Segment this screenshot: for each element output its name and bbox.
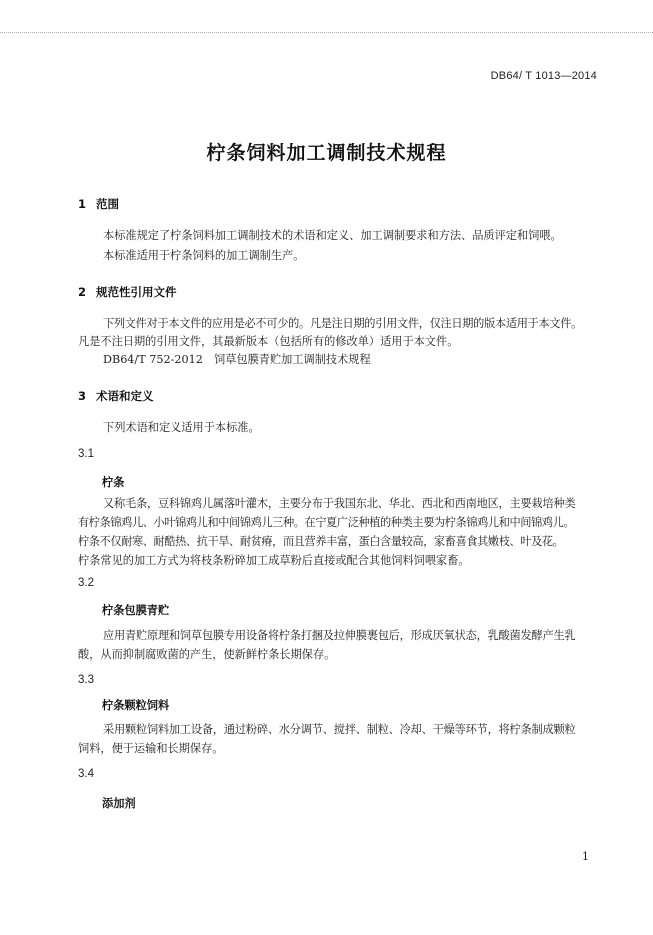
reference-item: DB64/T 752-2012 饲草包膜青贮加工调制技术规程 (103, 353, 371, 366)
definition-line: 又称毛条，豆科锦鸡儿属落叶灌木，主要分布于我国东北、华北、西北和西南地区，主要栽培种类 (103, 497, 576, 510)
clause-number: 3.3 (78, 674, 94, 686)
paragraph: 本标准适用于柠条饲料的加工调制生产。 (103, 249, 305, 262)
section-title: 范围 (96, 197, 119, 211)
paragraph: 下列文件对于本文件的应用是必不可少的。凡是注日期的引用文件，仅注日期的版本适用于本文件。 (103, 317, 583, 330)
clause-number: 3.2 (78, 577, 94, 589)
section-title: 规范性引用文件 (96, 285, 177, 299)
term-name: 添加剂 (102, 797, 136, 810)
paragraph: 凡是不注日期的引用文件，其最新版本（包括所有的修改单）适用于本文件。 (78, 335, 459, 348)
clause-number: 3.1 (78, 448, 94, 460)
document-title: 柠条饲料加工调制技术规程 (206, 142, 447, 164)
top-dotted-rule (0, 32, 653, 33)
section-heading-scope (78, 196, 119, 212)
page-number: 1 (582, 850, 589, 863)
standard-code: DB64/ T 1013—2014 (490, 70, 597, 82)
definition-line: 有柠条锦鸡儿、小叶锦鸡儿和中间锦鸡儿三种。在宁夏广泛种植的种类主要为柠条锦鸡儿和中间锦鸡儿。 (78, 516, 575, 529)
clause-number: 3.4 (78, 768, 94, 780)
definition-line: 酸，从而抑制腐败菌的产生，使新鲜柠条长期保存。 (78, 648, 336, 661)
paragraph: 下列术语和定义适用于本标准。 (103, 421, 260, 434)
section-title: 术语和定义 (96, 389, 154, 403)
section-heading-references (78, 284, 177, 300)
definition-line: 应用青贮原理和饲草包膜专用设备将柠条打捆及拉伸膜裹包后，形成厌氧状态，乳酸菌发酵产生乳 (103, 629, 576, 642)
term-name: 柠条颗粒饲料 (102, 699, 170, 712)
section-number: 3 (78, 389, 87, 403)
section-heading-terms (78, 388, 154, 404)
term-name: 柠条包膜青贮 (102, 604, 170, 617)
term-name: 柠条 (102, 476, 125, 489)
section-number: 2 (78, 285, 87, 299)
definition-line: 柠条不仅耐寒、耐酷热、抗干旱、耐贫瘠，而且营养丰富，蛋白含量较高，家畜喜食其嫩枝、叶及花。 (78, 535, 564, 548)
definition-line: 饲料，便于运输和长期保存。 (78, 742, 224, 755)
definition-line: 柠条常见的加工方式为将枝条粉碎加工成草粉后直接或配合其他饲料饲喂家畜。 (78, 554, 470, 567)
section-number: 1 (78, 197, 87, 211)
paragraph: 本标准规定了柠条饲料加工调制技术的术语和定义、加工调制要求和方法、品质评定和饲喂。 (103, 229, 562, 242)
definition-line: 采用颗粒饲料加工设备，通过粉碎、水分调节、搅拌、制粒、冷却、干燥等环节，将柠条制成颗粒 (103, 723, 576, 736)
